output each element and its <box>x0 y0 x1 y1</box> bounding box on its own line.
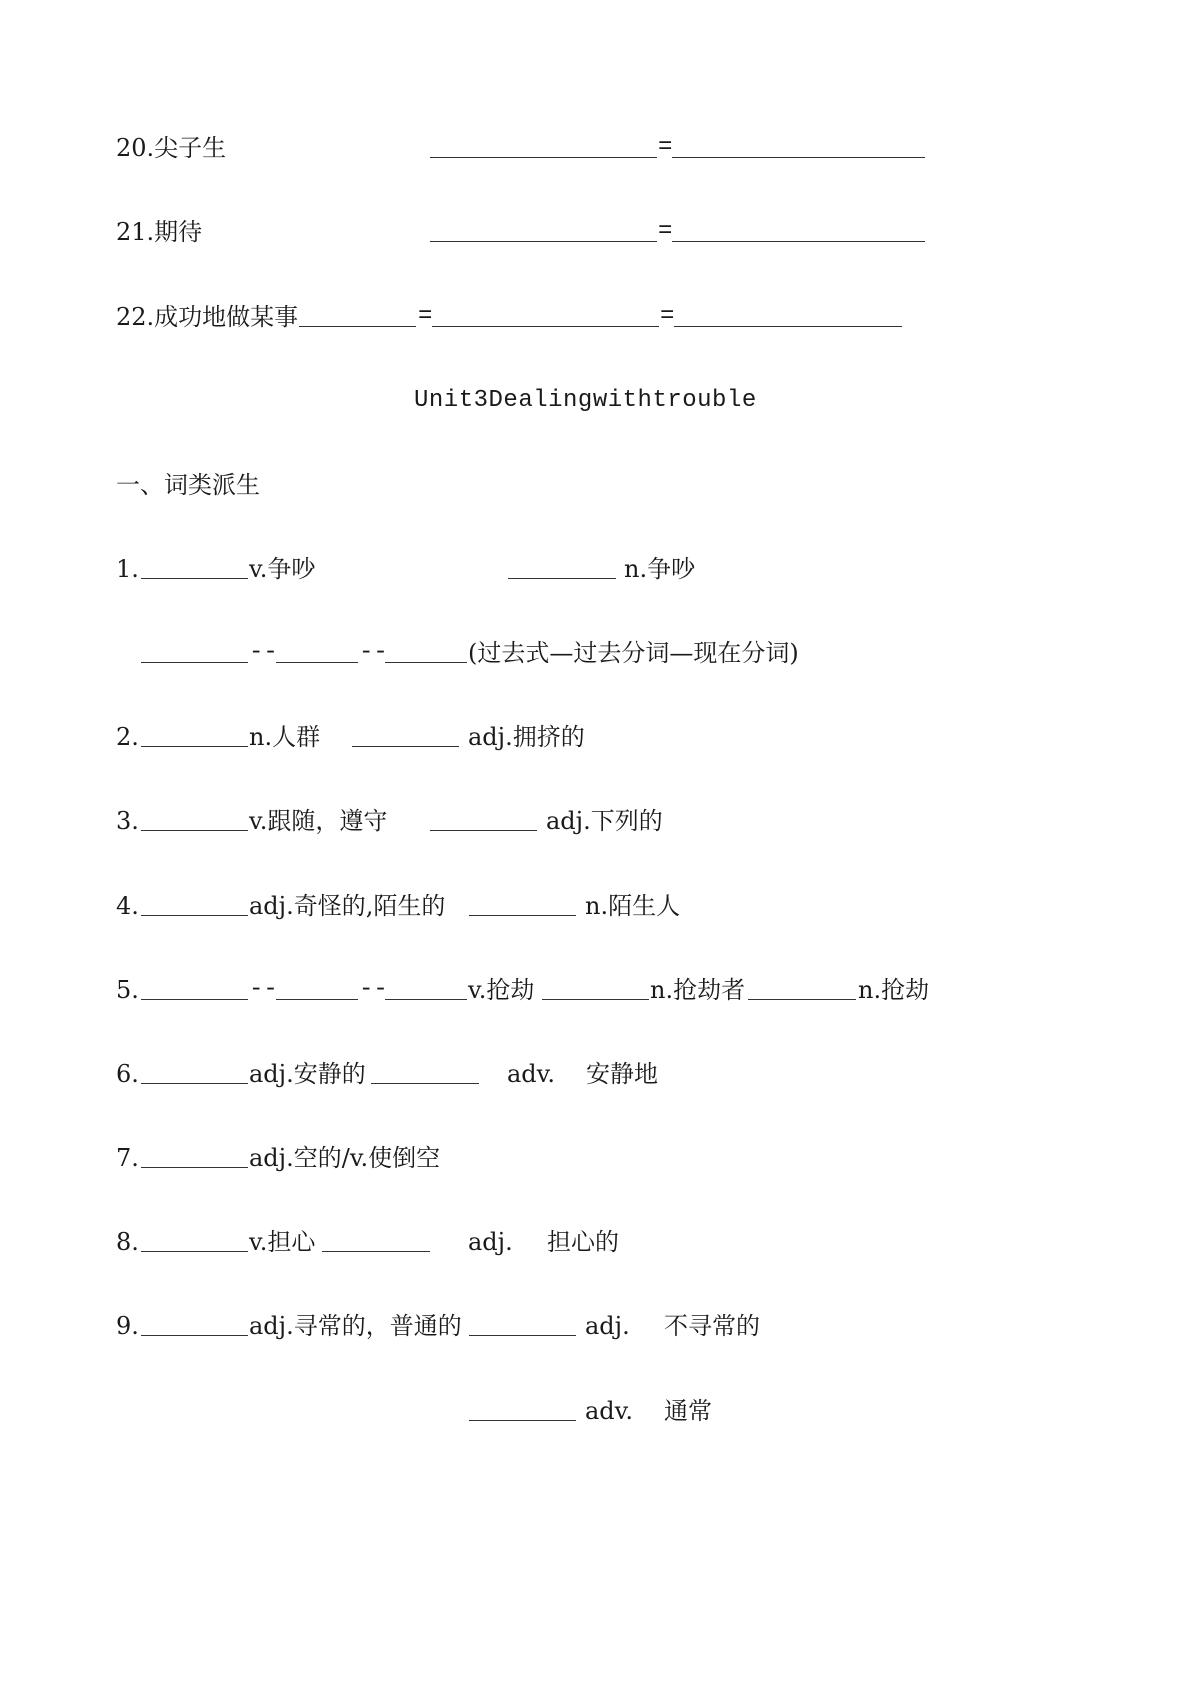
item-9-c-meaning: 通常 <box>664 1397 712 1425</box>
item-4-number: 4. <box>116 892 139 920</box>
item-4-blank-2[interactable] <box>469 915 576 916</box>
item-3-blank-1[interactable] <box>141 830 248 831</box>
item-1-forms-note: (过去式—过去分词—现在分词) <box>468 639 799 667</box>
item-9-blank-2[interactable] <box>469 1335 576 1336</box>
item-2-number: 2. <box>116 723 139 751</box>
item-9-blank-3[interactable] <box>469 1420 576 1421</box>
item-20-blank-1[interactable] <box>430 157 657 158</box>
item-6-number: 6. <box>116 1060 139 1088</box>
item-1-word-a: v.争吵 <box>249 555 316 583</box>
item-1-sep-2: -- <box>359 639 388 666</box>
item-8-word-a: v.担心 <box>249 1228 316 1256</box>
item-6-blank-2[interactable] <box>371 1083 479 1084</box>
item-5-sep-1: -- <box>249 976 278 1003</box>
item-5-word-c: n.抢劫 <box>858 976 930 1004</box>
item-5-sep-2: -- <box>359 976 388 1003</box>
item-9-b-pos: adj. <box>585 1312 630 1340</box>
unit-title: Unit3Dealingwithtrouble <box>414 387 757 414</box>
item-4-word-b: n.陌生人 <box>585 892 681 920</box>
item-22-label: 22.成功地做某事 <box>116 303 299 331</box>
item-7-number: 7. <box>116 1144 139 1172</box>
item-8-blank-1[interactable] <box>141 1251 248 1252</box>
item-21-blank-1[interactable] <box>430 241 657 242</box>
item-7-blank-1[interactable] <box>141 1167 248 1168</box>
item-22-equals-1: = <box>418 303 433 330</box>
item-1-past-blank[interactable] <box>141 662 248 663</box>
item-2-blank-2[interactable] <box>352 746 459 747</box>
item-5-blank-5[interactable] <box>748 999 856 1000</box>
item-22-blank-1[interactable] <box>299 326 416 327</box>
item-6-blank-1[interactable] <box>141 1083 248 1084</box>
item-1-blank-2[interactable] <box>508 578 616 579</box>
item-9-number: 9. <box>116 1312 139 1340</box>
item-1-sep-1: -- <box>249 639 278 666</box>
item-8-number: 8. <box>116 1228 139 1256</box>
item-1-word-b: n.争吵 <box>624 555 696 583</box>
item-22-equals-2: = <box>660 303 675 330</box>
item-8-blank-2[interactable] <box>322 1251 430 1252</box>
item-1-ing-blank[interactable] <box>385 662 467 663</box>
section-heading: 一、词类派生 <box>116 471 260 499</box>
item-2-word-b: adj.拥挤的 <box>468 723 585 751</box>
item-9-b-meaning: 不寻常的 <box>664 1312 760 1340</box>
item-3-number: 3. <box>116 807 139 835</box>
item-21-blank-2[interactable] <box>672 241 925 242</box>
item-2-blank-1[interactable] <box>141 746 248 747</box>
item-8-b-pos: adj. <box>468 1228 513 1256</box>
item-4-blank-1[interactable] <box>141 915 248 916</box>
item-9-c-pos: adv. <box>585 1397 634 1425</box>
item-3-blank-2[interactable] <box>430 830 537 831</box>
item-21-label: 21.期待 <box>116 218 203 246</box>
item-5-blank-4[interactable] <box>542 999 649 1000</box>
item-4-word-a: adj.奇怪的,陌生的 <box>249 892 446 920</box>
item-5-blank-1[interactable] <box>141 999 248 1000</box>
item-21-equals: = <box>658 218 673 245</box>
item-5-word-b: n.抢劫者 <box>650 976 746 1004</box>
item-6-b-pos: adv. <box>507 1060 556 1088</box>
item-6-word-a: adj.安静的 <box>249 1060 366 1088</box>
item-9-word-a: adj.寻常的，普通的 <box>249 1312 462 1340</box>
item-5-number: 5. <box>116 976 139 1004</box>
item-3-word-a: v.跟随，遵守 <box>249 807 388 835</box>
item-5-word-a: v.抢劫 <box>468 976 535 1004</box>
item-1-pp-blank[interactable] <box>276 662 358 663</box>
item-2-word-a: n.人群 <box>249 723 321 751</box>
item-5-blank-3[interactable] <box>385 999 467 1000</box>
item-22-blank-2[interactable] <box>432 326 659 327</box>
item-20-blank-2[interactable] <box>672 157 925 158</box>
item-8-b-meaning: 担心的 <box>547 1228 619 1256</box>
item-22-blank-3[interactable] <box>674 326 902 327</box>
item-7-word-a: adj.空的/v.使倒空 <box>249 1144 441 1172</box>
item-1-blank-1[interactable] <box>141 578 248 579</box>
item-9-blank-1[interactable] <box>141 1335 248 1336</box>
item-1-number: 1. <box>116 555 139 583</box>
item-6-b-meaning: 安静地 <box>586 1060 658 1088</box>
item-20-label: 20.尖子生 <box>116 134 227 162</box>
item-3-word-b: adj.下列的 <box>546 807 663 835</box>
item-20-equals: = <box>658 134 673 161</box>
item-5-blank-2[interactable] <box>276 999 358 1000</box>
